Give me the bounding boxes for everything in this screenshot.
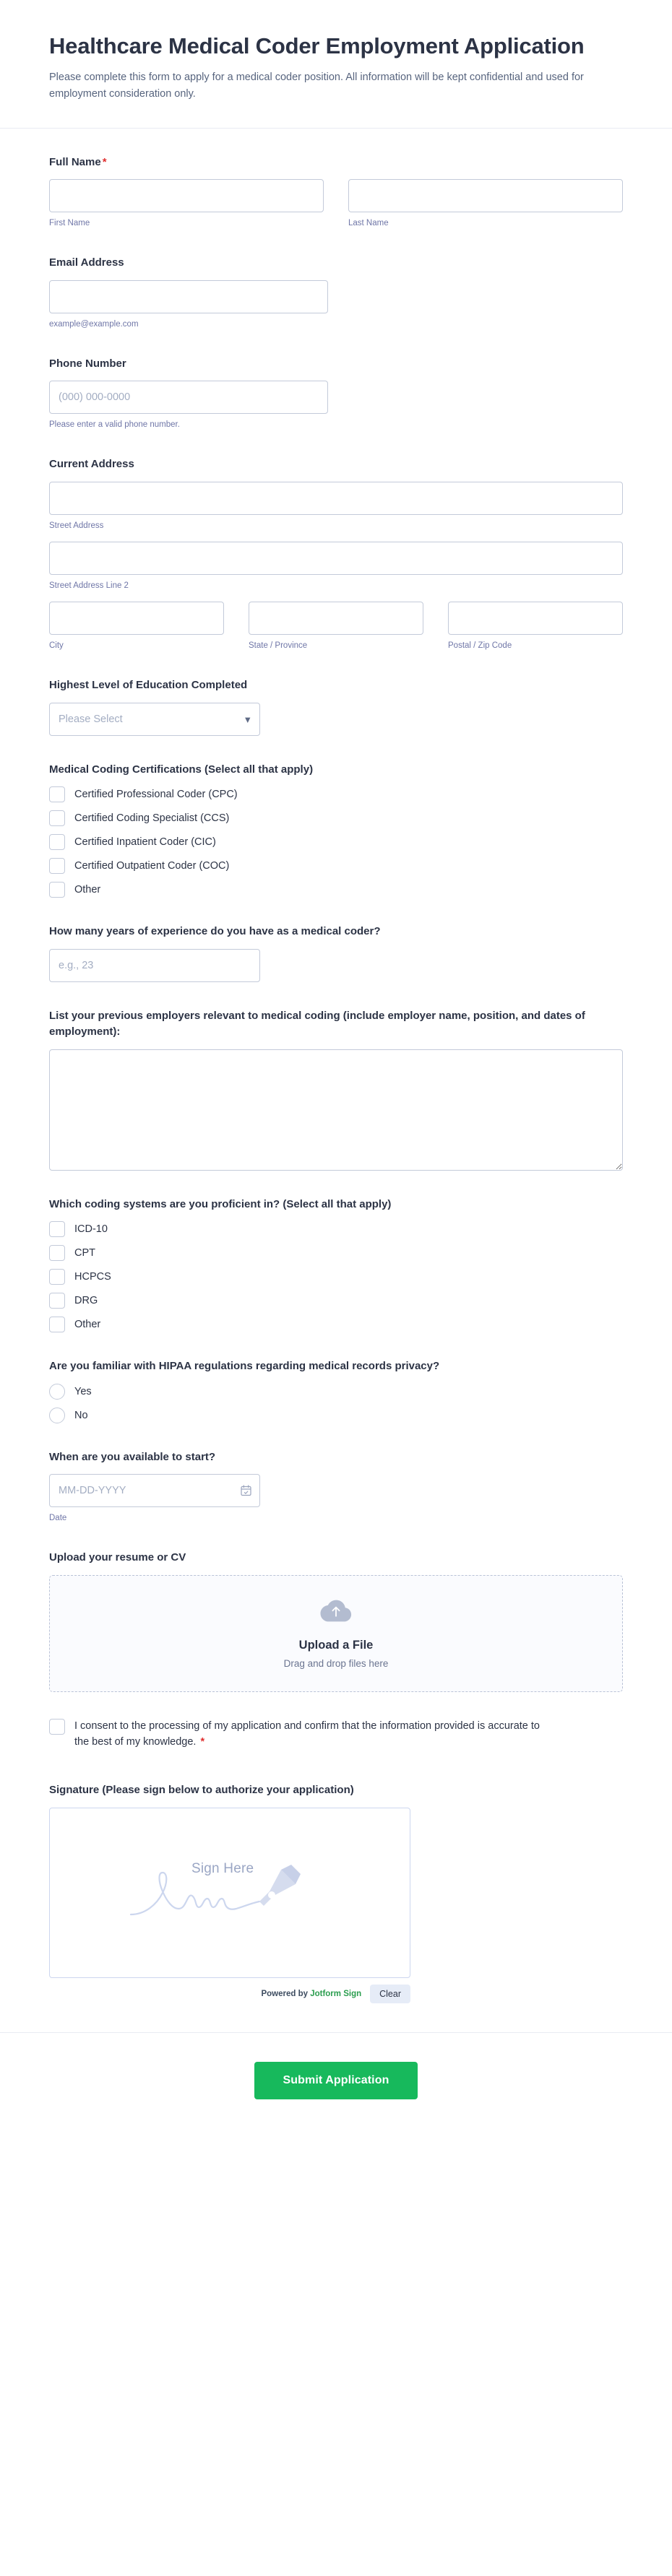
radio-icon[interactable] xyxy=(49,1384,65,1400)
zip-col xyxy=(448,602,623,651)
street-address-2-col xyxy=(49,542,623,591)
sign-here-label: Sign Here xyxy=(191,1860,254,1876)
field-coding-systems xyxy=(49,1197,623,1333)
label-email: Email Address xyxy=(49,256,124,269)
checkbox-option[interactable] xyxy=(49,1245,623,1261)
label-experience-years: How many years of experience do you have as a medical coder? xyxy=(49,925,381,938)
city-col xyxy=(49,602,224,651)
label-education: Highest Level of Education Completed xyxy=(49,679,248,692)
full-name-row xyxy=(49,179,623,229)
city-input[interactable] xyxy=(49,602,224,635)
city-state-zip-row xyxy=(49,602,623,651)
checkbox-label: Other xyxy=(74,1319,101,1331)
checkbox-option[interactable] xyxy=(49,1269,623,1285)
checkbox-icon[interactable] xyxy=(49,786,65,802)
label-current-address: Current Address xyxy=(49,458,134,471)
label-coding-systems: Which coding systems are you proficient in? (Select all that apply) xyxy=(49,1197,392,1210)
checkbox-option[interactable] xyxy=(49,882,623,898)
label-previous-employers: List your previous employers relevant to medical coding (include employer name, position, and dates of employment): xyxy=(49,1009,585,1038)
radio-option-yes[interactable] xyxy=(49,1384,623,1400)
start-date-wrap xyxy=(49,1474,260,1507)
start-date-input[interactable] xyxy=(49,1474,260,1507)
first-name-input[interactable] xyxy=(49,179,324,212)
street-address-sub-label: Street Address xyxy=(49,521,104,530)
checkbox-label: Certified Inpatient Coder (CIC) xyxy=(74,836,216,849)
checkbox-label: HCPCS xyxy=(74,1271,111,1283)
education-select-wrap xyxy=(49,703,260,736)
coding-systems-list xyxy=(49,1221,623,1332)
checkbox-icon[interactable] xyxy=(49,810,65,826)
checkbox-option[interactable] xyxy=(49,1293,623,1309)
field-certifications xyxy=(49,762,623,898)
checkbox-label: Certified Professional Coder (CPC) xyxy=(74,789,238,801)
experience-years-col xyxy=(49,949,260,982)
first-name-col xyxy=(49,179,324,229)
required-asterisk: * xyxy=(102,155,107,168)
phone-col xyxy=(49,381,328,430)
phone-sub-label: Please enter a valid phone number. xyxy=(49,420,180,430)
field-previous-employers xyxy=(49,1008,623,1171)
zip-sub-label: Postal / Zip Code xyxy=(448,641,512,651)
field-resume-upload xyxy=(49,1550,623,1692)
jotform-sign-brand: Jotform Sign xyxy=(310,1989,362,1998)
checkbox-label: CPT xyxy=(74,1247,95,1259)
field-phone xyxy=(49,356,623,431)
first-name-sub-label: First Name xyxy=(49,219,90,228)
street-address-2-sub-label: Street Address Line 2 xyxy=(49,581,129,591)
label-start-date: When are you available to start? xyxy=(49,1450,216,1463)
powered-prefix: Powered by xyxy=(261,1989,308,1998)
radio-icon[interactable] xyxy=(49,1408,65,1423)
chevron-down-icon: ▾ xyxy=(245,714,250,725)
powered-by-label xyxy=(261,1990,361,1998)
street-address-input[interactable] xyxy=(49,482,623,515)
upload-title: Upload a File xyxy=(298,1639,374,1652)
cloud-upload-icon xyxy=(319,1597,353,1627)
pen-nib-icon xyxy=(259,1865,301,1906)
checkbox-option[interactable] xyxy=(49,834,623,850)
label-hipaa: Are you familiar with HIPAA regulations regarding medical records privacy? xyxy=(49,1360,440,1373)
upload-subtitle: Drag and drop files here xyxy=(283,1658,389,1670)
label-signature: Signature (Please sign below to authorize your application) xyxy=(49,1784,354,1797)
form-description: Please complete this form to apply for a medical coder position. All information will be kept confidential and used for employment consideration only. xyxy=(49,71,584,100)
checkbox-option[interactable] xyxy=(49,1221,623,1237)
radio-label: No xyxy=(74,1409,88,1421)
signature-footer xyxy=(49,1985,410,2003)
field-email xyxy=(49,255,623,330)
email-col xyxy=(49,280,328,330)
state-input[interactable] xyxy=(249,602,423,635)
consent-label xyxy=(74,1718,551,1751)
last-name-sub-label: Last Name xyxy=(348,219,389,228)
street-address-2-input[interactable] xyxy=(49,542,623,575)
clear-signature-button[interactable]: Clear xyxy=(370,1985,410,2003)
label-resume-upload: Upload your resume or CV xyxy=(49,1551,186,1564)
checkbox-icon[interactable] xyxy=(49,858,65,874)
consent-row[interactable] xyxy=(49,1718,623,1751)
form-body xyxy=(0,129,672,2003)
label-certifications: Medical Coding Certifications (Select all that apply) xyxy=(49,763,314,776)
form-footer xyxy=(0,2032,672,2143)
checkbox-icon[interactable] xyxy=(49,834,65,850)
zip-input[interactable] xyxy=(448,602,623,635)
start-date-sub-label: Date xyxy=(49,1514,67,1523)
checkbox-option[interactable] xyxy=(49,810,623,826)
field-start-date xyxy=(49,1449,623,1525)
form-header xyxy=(0,0,672,129)
required-asterisk: * xyxy=(200,1736,205,1748)
checkbox-icon[interactable] xyxy=(49,882,65,898)
checkbox-label: Certified Outpatient Coder (COC) xyxy=(74,860,230,872)
checkbox-icon[interactable] xyxy=(49,1245,65,1261)
city-sub-label: City xyxy=(49,641,64,651)
field-experience-years xyxy=(49,924,623,982)
state-col xyxy=(249,602,423,651)
previous-employers-textarea[interactable] xyxy=(49,1049,623,1171)
signature-placeholder-graphic xyxy=(125,1857,335,1929)
email-sub-label: example@example.com xyxy=(49,319,139,329)
hipaa-radio-list xyxy=(49,1384,623,1423)
label-full-name-text: Full Name xyxy=(49,155,101,168)
file-dropzone[interactable] xyxy=(49,1575,623,1692)
checkbox-option[interactable] xyxy=(49,858,623,874)
radio-label: Yes xyxy=(74,1385,92,1397)
street-address-col xyxy=(49,482,623,532)
field-hipaa xyxy=(49,1358,623,1423)
checkbox-option[interactable] xyxy=(49,1317,623,1332)
checkbox-icon[interactable] xyxy=(49,1317,65,1332)
label-phone: Phone Number xyxy=(49,357,126,370)
state-sub-label: State / Province xyxy=(249,641,308,651)
field-education xyxy=(49,677,623,736)
last-name-input[interactable] xyxy=(348,179,623,212)
field-current-address xyxy=(49,456,623,651)
page-title: Healthcare Medical Coder Employment Application xyxy=(49,33,585,58)
checkbox-label: ICD-10 xyxy=(74,1223,108,1236)
consent-checkbox-icon[interactable] xyxy=(49,1719,65,1735)
checkbox-icon[interactable] xyxy=(49,1293,65,1309)
label-full-name xyxy=(49,155,623,171)
radio-option-no[interactable] xyxy=(49,1408,623,1423)
checkbox-label: Other xyxy=(74,884,101,896)
checkbox-icon[interactable] xyxy=(49,1221,65,1237)
checkbox-label: DRG xyxy=(74,1295,98,1307)
field-signature xyxy=(49,1782,623,2003)
signature-pad[interactable] xyxy=(49,1808,410,1978)
phone-input[interactable] xyxy=(49,381,328,414)
last-name-col xyxy=(348,179,623,229)
submit-button[interactable]: Submit Application xyxy=(254,2062,418,2099)
checkbox-icon[interactable] xyxy=(49,1269,65,1285)
certifications-list xyxy=(49,786,623,898)
checkbox-label: Certified Coding Specialist (CCS) xyxy=(74,812,230,825)
experience-years-input[interactable] xyxy=(49,949,260,982)
email-input[interactable] xyxy=(49,280,328,313)
checkbox-option[interactable] xyxy=(49,786,623,802)
field-full-name xyxy=(49,155,623,230)
consent-text: I consent to the processing of my application and confirm that the information provided is accurate to the best of my knowledge. xyxy=(74,1719,540,1748)
education-select[interactable] xyxy=(49,703,260,736)
